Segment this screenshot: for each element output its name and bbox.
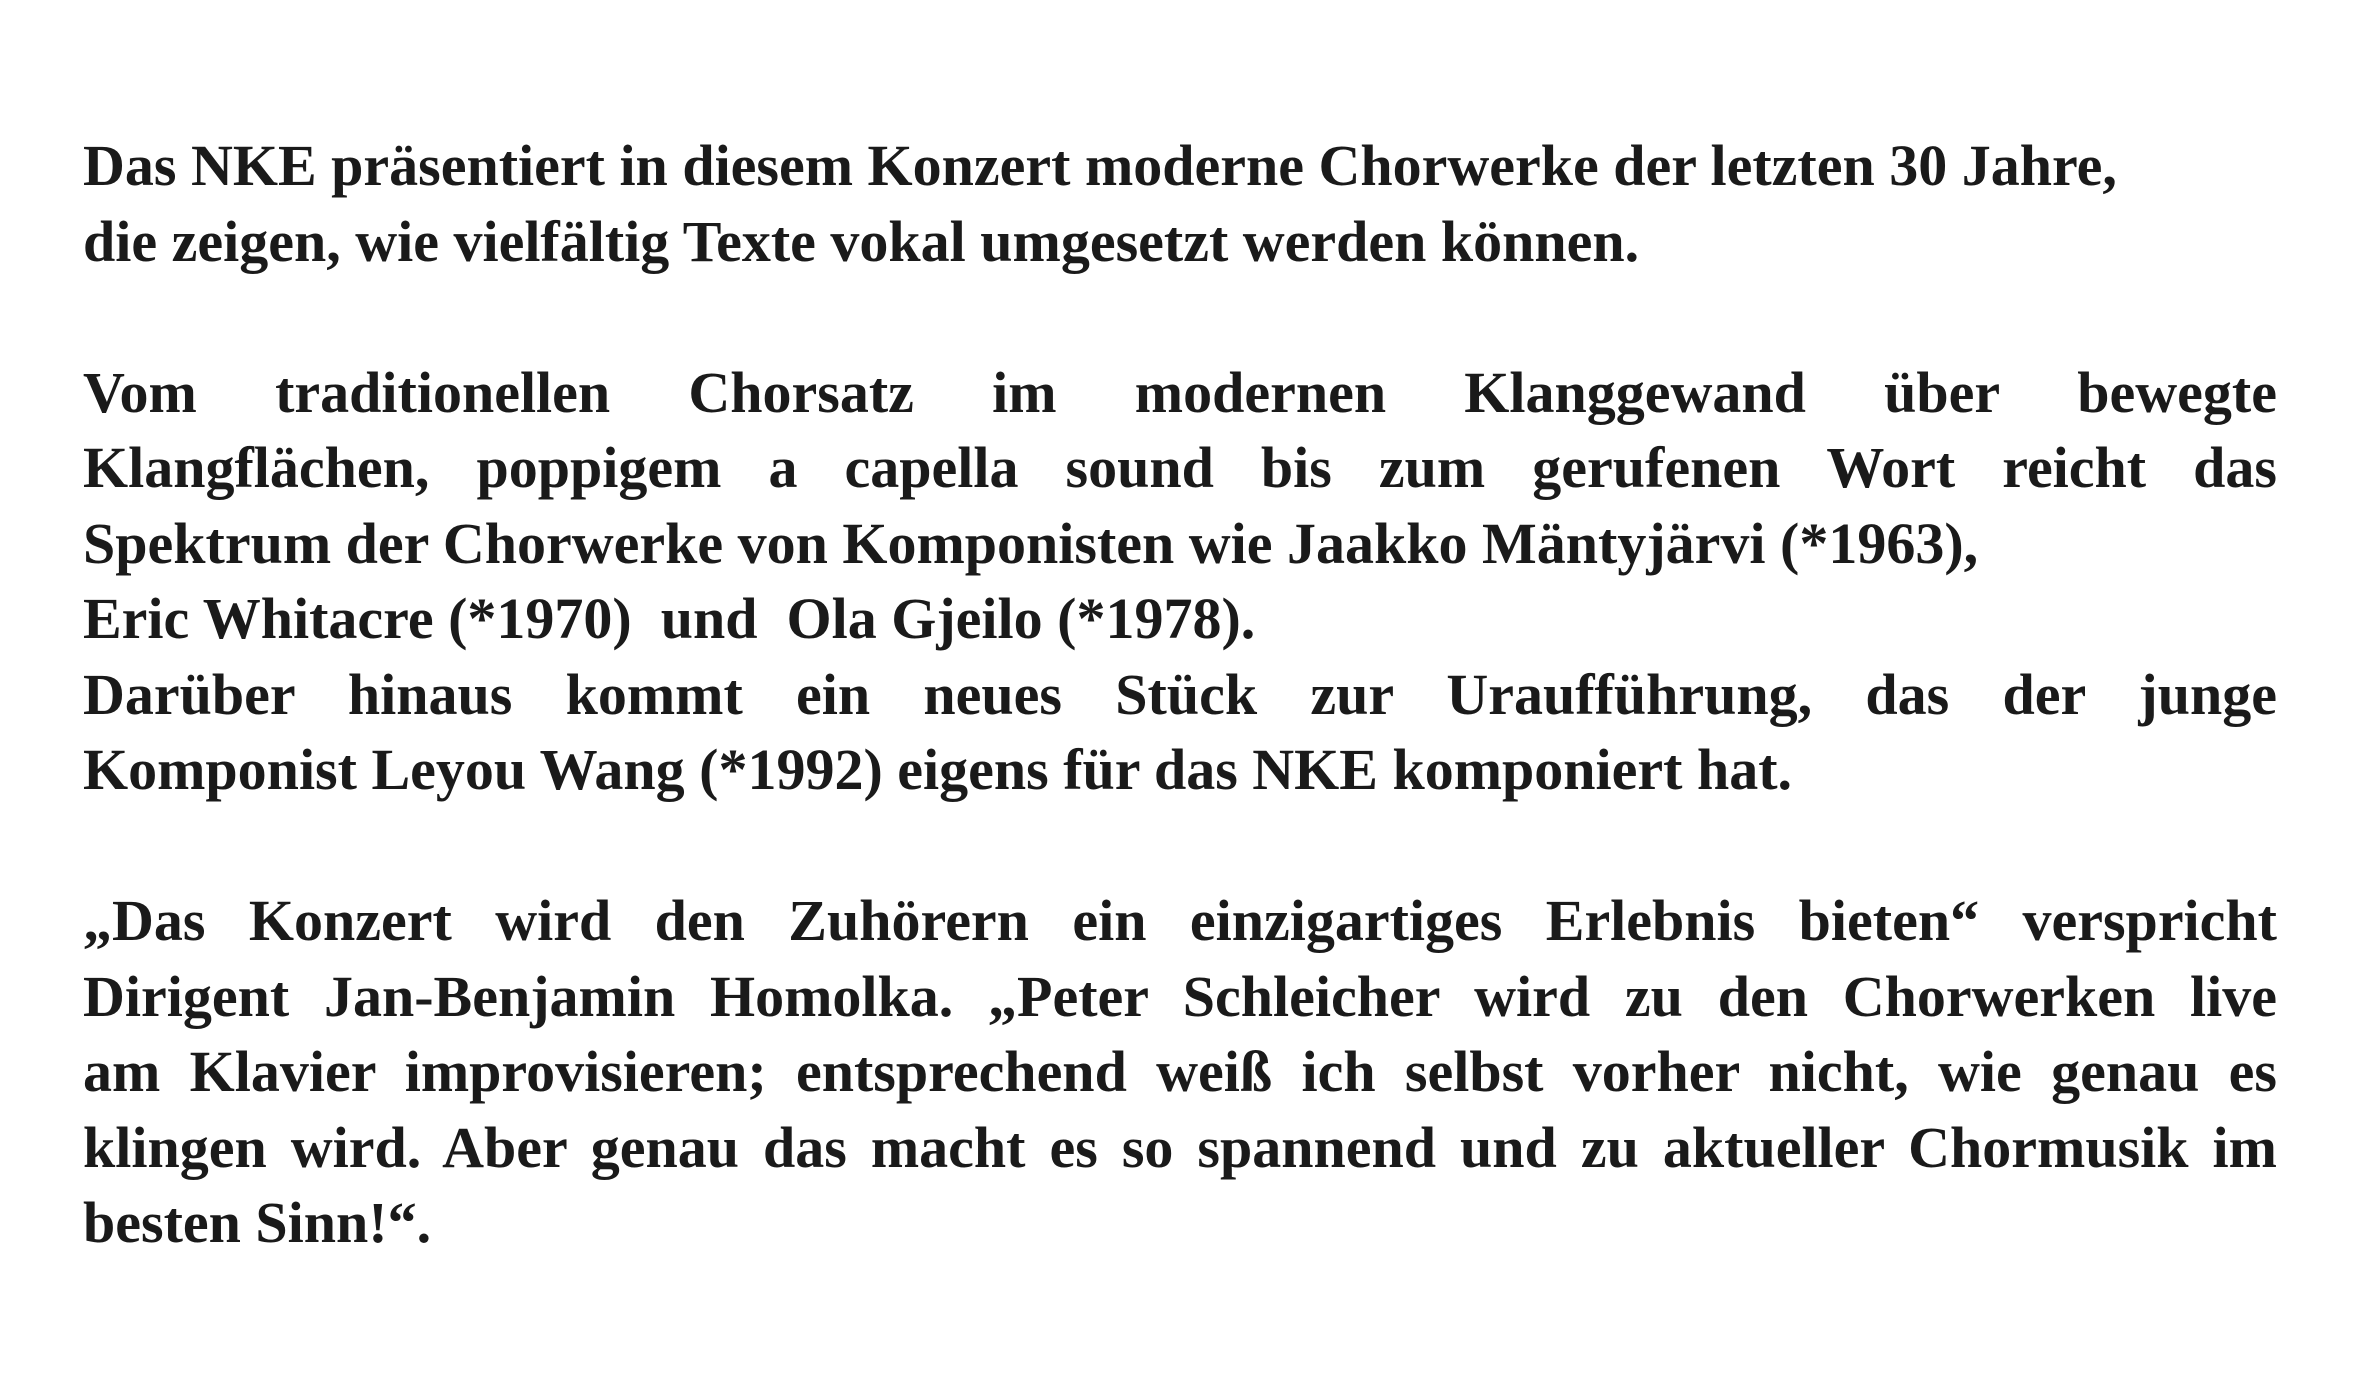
text-line: Das NKE präsentiert in diesem Konzert moderne Chorwerke der letzten 30 Jahre, [83, 133, 2117, 198]
text-line: Dirigent Jan-Benjamin Homolka. „Peter Schleicher wird zu den Chorwerken live [83, 963, 2277, 1029]
text-line: Eric Whitacre (*1970) und Ola Gjeilo (*1978). [83, 586, 1256, 651]
text-line: klingen wird. Aber genau das macht es so spannend und zu aktueller Chormusik im [83, 1114, 2277, 1180]
paragraph-program [83, 355, 2277, 808]
text-line: besten Sinn!“. [83, 1190, 432, 1255]
text-line: Komponist Leyou Wang (*1992) eigens für das NKE komponiert hat. [83, 737, 1793, 802]
text-line: am Klavier improvisieren; entsprechend weiß ich selbst vorher nicht, wie genau es [83, 1039, 2277, 1104]
text-line: Vom traditionellen Chorsatz im modernen Klanggewand über bewegte [83, 359, 2277, 425]
text-line: Klangflächen, poppigem a capella sound bis zum gerufenen Wort reicht das [83, 435, 2277, 500]
text-line: Darüber hinaus kommt ein neues Stück zur Uraufführung, das der junge [83, 661, 2277, 727]
text-line: Spektrum der Chorwerke von Komponisten wie Jaakko Mäntyjärvi (*1963), [83, 510, 1979, 576]
paragraph-quote [83, 883, 2277, 1261]
document-body [83, 128, 2277, 1261]
paragraph-spacer [83, 808, 2277, 884]
paragraph-spacer [83, 279, 2277, 355]
paragraph-intro [83, 128, 2277, 279]
text-line: „Das Konzert wird den Zuhörern ein einzigartiges Erlebnis bieten“ verspricht [83, 888, 2277, 953]
text-line: die zeigen, wie vielfältig Texte vokal umgesetzt werden können. [83, 208, 1640, 274]
